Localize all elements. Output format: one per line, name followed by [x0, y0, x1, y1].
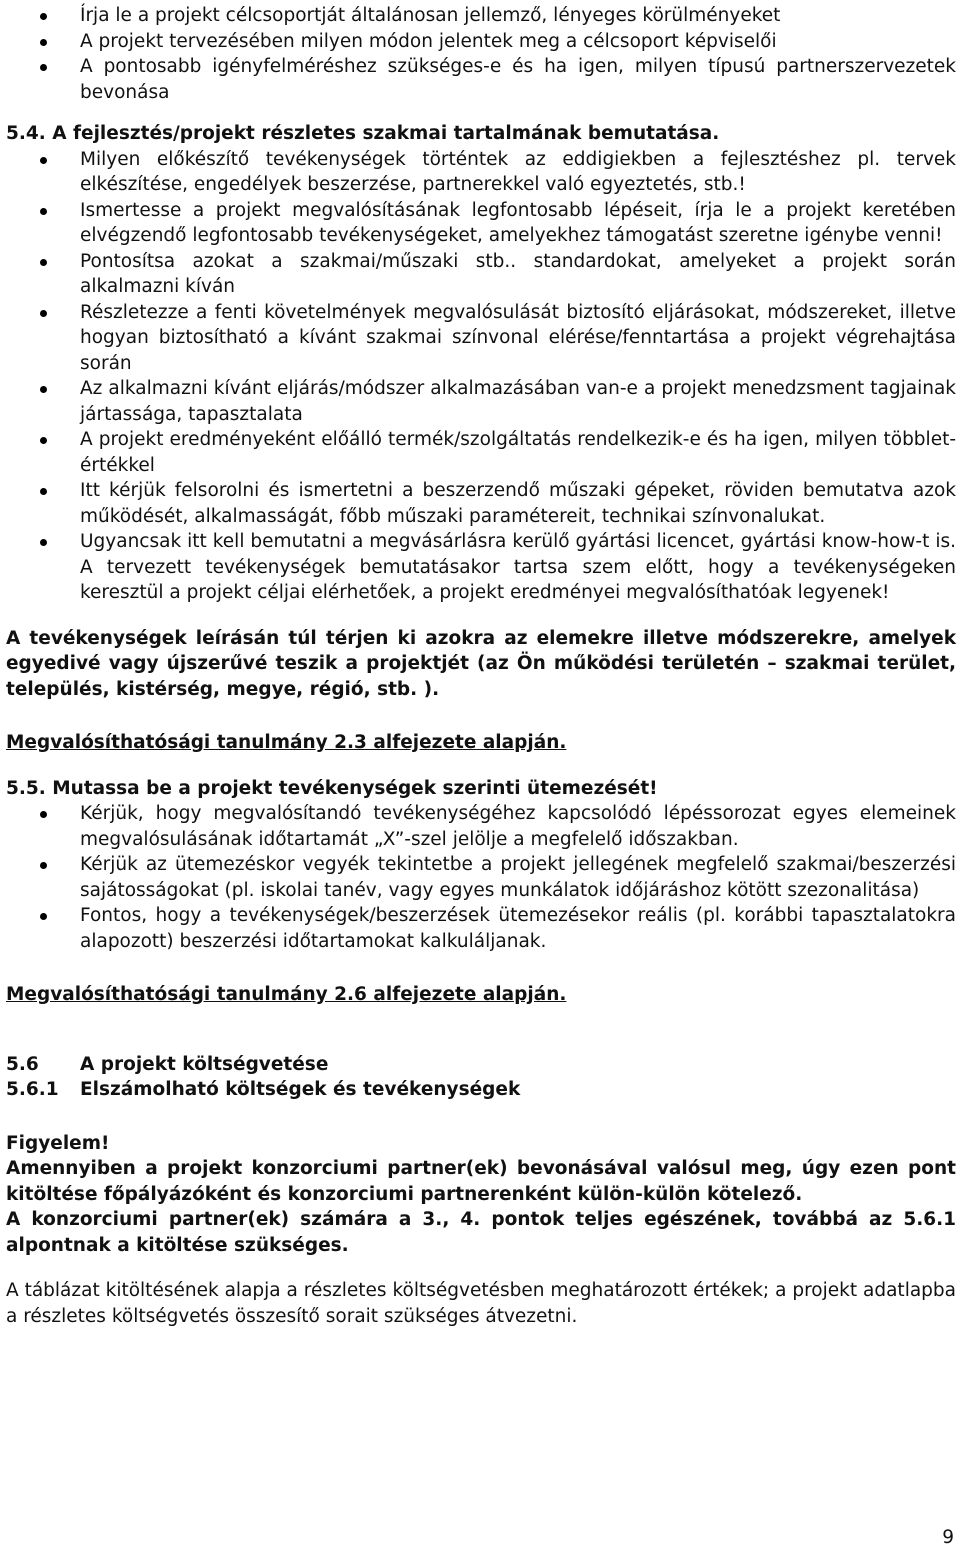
- section-5-4-reference: Megvalósíthatósági tanulmány 2.3 alfejezete alapján.: [6, 732, 567, 753]
- subsection-title: Elszámolható költségek és tevékenységek: [80, 1079, 521, 1100]
- section-5-6-1-heading: [6, 1077, 956, 1103]
- section-5-6-heading: [6, 1052, 956, 1078]
- section-5-5-reference: Megvalósíthatósági tanulmány 2.6 alfejezete alapján.: [6, 984, 567, 1005]
- section-5-4-heading: 5.4. A fejlesztés/projekt részletes szakmai tartalmának bemutatása.: [6, 123, 720, 144]
- budget-table-instruction: A táblázat kitöltésének alapja a részletes költségvetésben meghatározott értékek; a projekt adatlapba a részletes költségvetés összesítő sorait szükséges átvezetni.: [6, 1280, 956, 1327]
- list-item: Milyen előkészítő tevékenységek történtek az eddigiekben a fejlesztéshez pl. tervek elkészítése, engedélyek beszerzése, partnerekkel való egyeztetés, stb.!: [6, 147, 956, 198]
- warning-consortium-text: Amennyiben a projekt konzorciumi partner(ek) bevonásával valósul meg, úgy ezen pont kitöltése főpályázóként és konzorciumi partnerenként külön-külön kötelező.: [6, 1158, 956, 1205]
- section-5-4-emphasis: A tevékenységek leírásán túl térjen ki azokra az elemekre illetve módszerekre, amelyek egyedivé vagy újszerűvé teszik a projektjét (az Ön működési területén – szakmai terület, település, kistérség, megye, régió, stb. ).: [6, 627, 956, 700]
- section-5-5-bullet-list: [6, 801, 956, 954]
- document-page: [6, 3, 956, 1329]
- section-5-5-heading: 5.5. Mutassa be a projekt tevékenységek szerinti ütemezését!: [6, 777, 658, 799]
- list-item: Ismertesse a projekt megvalósításának legfontosabb lépéseit, írja le a projekt keretében elvégzendő legfontosabb tevékenységeket, amelyekhez támogatást szeretne igénybe venni!: [6, 198, 956, 249]
- list-item: Kérjük, hogy megvalósítandó tevékenységéhez kapcsolódó lépéssorozat egyes elemeinek megvalósulásának időtartamát „X”-szel jelölje a megfelelő időszakban.: [6, 801, 956, 852]
- list-item: Pontosítsa azokat a szakmai/műszaki stb.. standardokat, amelyeket a projekt során alkalmazni kíván: [6, 249, 956, 300]
- list-item: A pontosabb igényfelméréshez szükséges-e és ha igen, milyen típusú partnerszervezetek bevonása: [6, 54, 956, 105]
- list-item: Fontos, hogy a tevékenységek/beszerzések ütemezésekor reális (pl. korábbi tapasztalatokra alapozott) beszerzési időtartamokat kalkuláljanak.: [6, 903, 956, 954]
- page-number: 9: [942, 1527, 954, 1548]
- subsection-number: 5.6.1: [6, 1079, 59, 1100]
- warning-label: Figyelem!: [6, 1132, 110, 1154]
- list-item: A projekt tervezésében milyen módon jelentek meg a célcsoport képviselői: [6, 29, 956, 55]
- list-item: Itt kérjük felsorolni és ismertetni a beszerzendő műszaki gépeket, röviden bemutatva azok működését, alkalmasságát, főbb műszaki paramétereit, technikai színvonalukat.: [6, 478, 956, 529]
- list-item: Ugyancsak itt kell bemutatni a megvásárlásra kerülő gyártási licencet, gyártási know-how-t is. A tervezett tevékenységek bemutatásakor tartsa szem előtt, hogy a tevékenységeken keresztül a projekt céljai elérhetőek, a projekt eredményei megvalósíthatóak legyenek!: [6, 529, 956, 606]
- list-item: Kérjük az ütemezéskor vegyék tekintetbe a projekt jellegének megfelelő szakmai/beszerzési sajátosságokat (pl. iskolai tanév, vagy egyes munkálatok időjáráshoz kötött szezonalitása): [6, 852, 956, 903]
- list-item: Részletezze a fenti követelmények megvalósulását biztosító eljárásokat, módszereket, illetve hogyan biztosítható a kívánt szakmai színvonal elérése/fenntartása a projekt végrehajtása során: [6, 300, 956, 377]
- list-item: Írja le a projekt célcsoportját általánosan jellemző, lényeges körülményeket: [6, 3, 956, 29]
- section-number: 5.6: [6, 1053, 39, 1075]
- section-5-4-bullet-list: [6, 147, 956, 606]
- list-item: A projekt eredményeként előálló termék/szolgáltatás rendelkezik-e és ha igen, milyen többlet-értékkel: [6, 427, 956, 478]
- warning-partner-text: A konzorciumi partner(ek) számára a 3., 4. pontok teljes egészének, továbbá az 5.6.1 alpontnak a kitöltése szükséges.: [6, 1209, 956, 1256]
- list-item: Az alkalmazni kívánt eljárás/módszer alkalmazásában van-e a projekt menedzsment tagjainak jártassága, tapasztalata: [6, 376, 956, 427]
- target-group-bullet-list: [6, 3, 956, 105]
- section-title: A projekt költségvetése: [80, 1053, 329, 1075]
